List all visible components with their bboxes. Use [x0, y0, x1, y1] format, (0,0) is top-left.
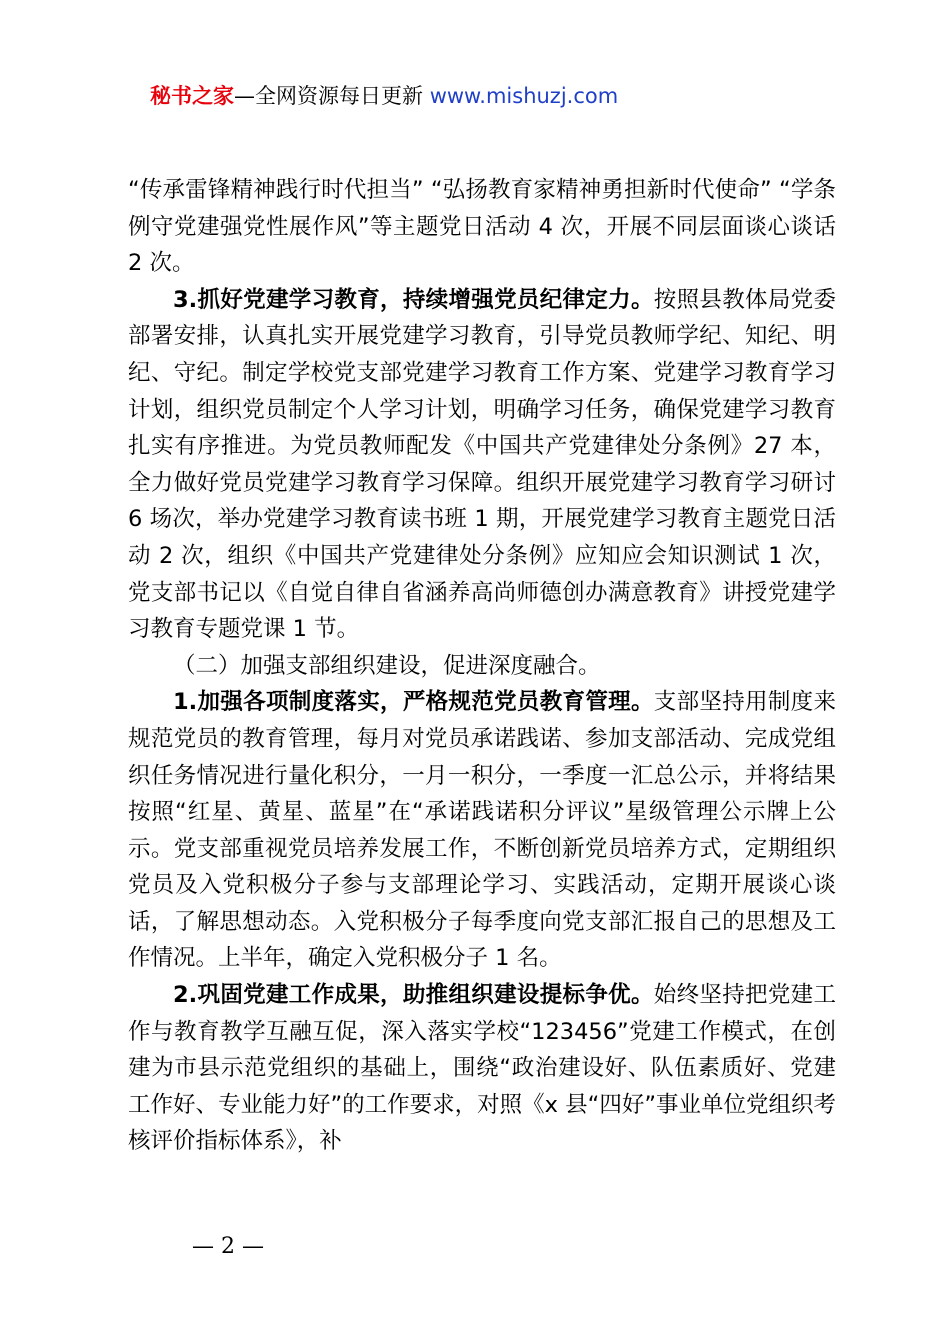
header-brand: 秘书之家: [150, 84, 234, 108]
paragraph-continuation: “传承雷锋精神践行时代担当” “弘扬教育家精神勇担新时代使命” “学条例守党建强党性展作风”等主题党日活动 4 次，开展不同层面谈心谈话 2 次。: [128, 177, 836, 277]
page-header: [150, 80, 850, 112]
paragraph-text: 按照县教体局党委部署安排，认真扎实开展党建学习教育，引导党员教师学纪、知纪、明纪、守纪。制定学校党支部党建学习教育工作方案、党建学习教育学习计划，组织党员制定个人学习计划，明确学习任务，确保党建学习教育扎实有序推进。为党员教师配发《中国共产党建律处分条例》27 本，全力做好党员党建学习教育学习保障。组织开展党建学习教育学习研讨 6 场次，举办党建学习教育读书班 1 期，开展党建学习教育主题党日活动 2 次，组织《中国共产党建律处分条例》应知应会知识测试 1 次，党支部书记以《自觉自律自省涵养高尚师德创办满意教育》讲授党建学习教育专题党课 1 节。: [128, 286, 836, 643]
header-url-link[interactable]: www.mishuzj.com: [429, 84, 619, 108]
paragraph-study-education: [128, 282, 836, 648]
section-heading: （二）加强支部组织建设，促进深度融合。: [173, 652, 601, 679]
paragraph-consolidate-results: [128, 977, 836, 1160]
page-number: — 2 —: [192, 1234, 264, 1259]
paragraph-text: 始终坚持把党建工作与教育教学互融互促，深入落实学校“123456”党建工作模式，在创建为市县示范党组织的基础上，围绕“政治建设好、队伍素质好、党建工作好、专业能力好”的工作要求，对照《x 县“四好”事业单位党组织考核评价指标体系》，补: [128, 982, 836, 1155]
document-body: [128, 172, 836, 1160]
paragraph-heading: 3.抓好党建学习教育，持续增强党员纪律定力。: [173, 286, 654, 313]
header-slogan: —全网资源每日更新: [234, 84, 423, 108]
paragraph-heading: 1.加强各项制度落实，严格规范党员教育管理。: [173, 689, 654, 716]
paragraph-system-implementation: [128, 684, 836, 977]
paragraph-heading: 2.巩固党建工作成果，助推组织建设提标争优。: [173, 982, 654, 1009]
paragraph-text: 支部坚持用制度来规范党员的教育管理，每月对党员承诺践诺、参加支部活动、完成党组织任务情况进行量化积分，一月一积分，一季度一汇总公示，并将结果按照“红星、黄星、蓝星”在“承诺践诺积分评议”星级管理公示牌上公示。党支部重视党员培养发展工作，不断创新党员培养方式，定期组织党员及入党积极分子参与支部理论学习、实践活动，定期开展谈心谈话，了解思想动态。入党积极分子每季度向党支部汇报自己的思想及工作情况。上半年，确定入党积极分子 1 名。: [128, 689, 836, 972]
